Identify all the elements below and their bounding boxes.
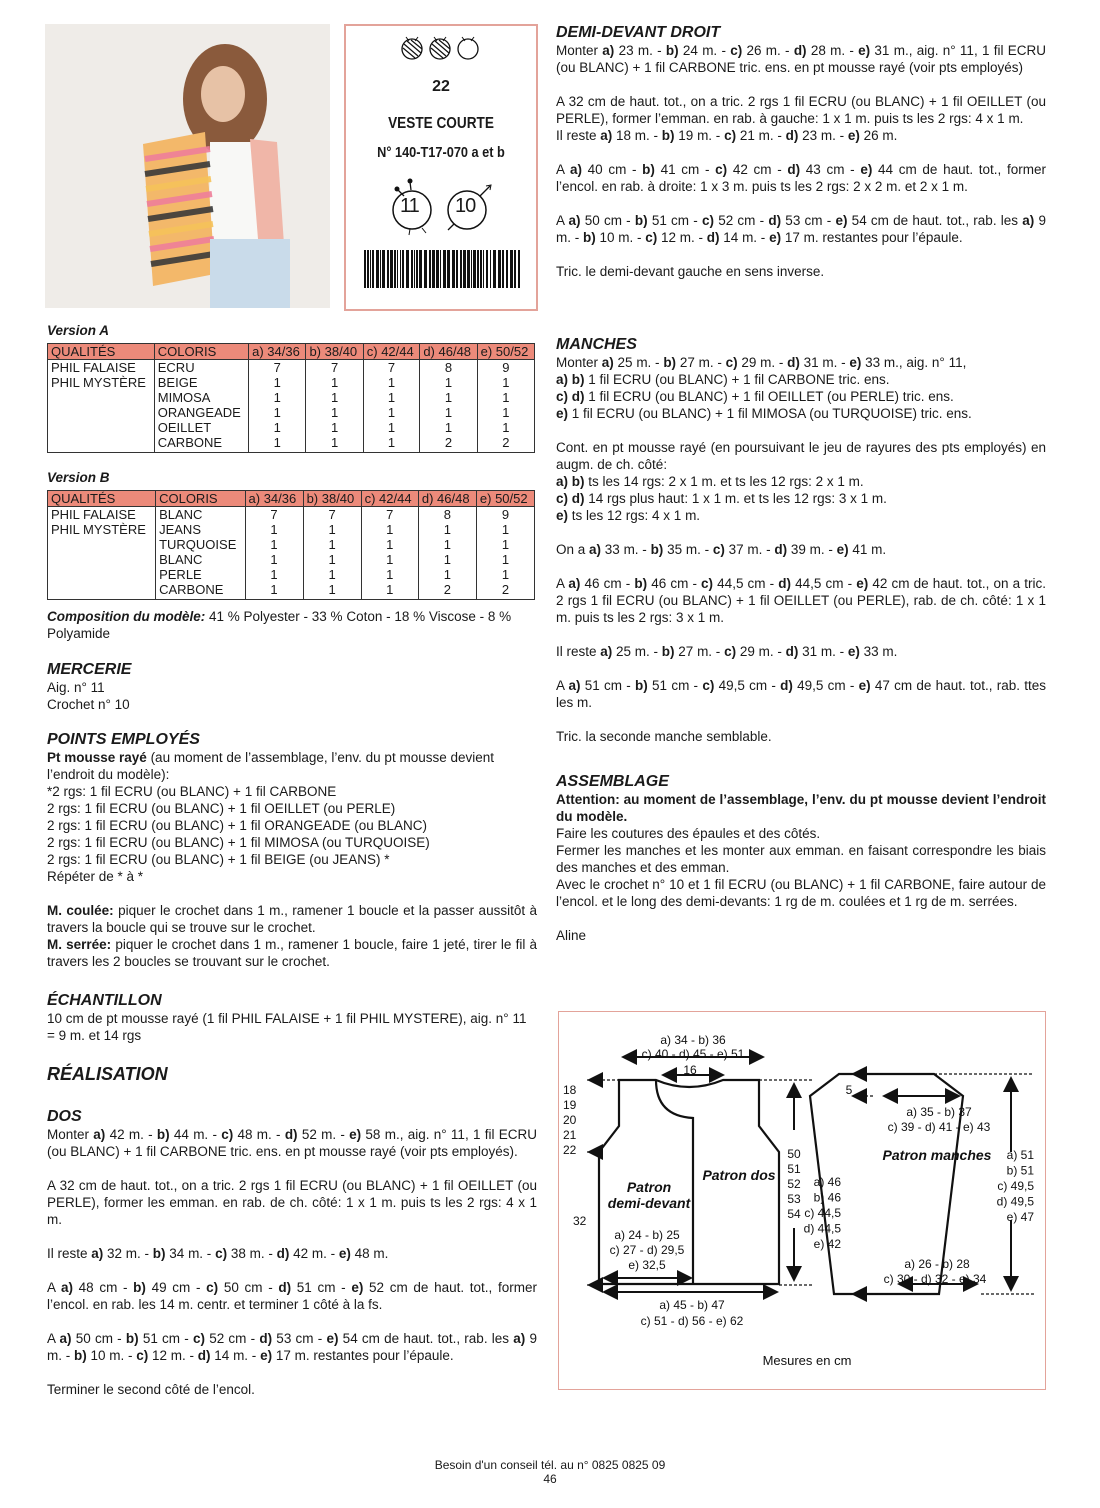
table-row	[48, 390, 535, 405]
quantity-cell: 1	[420, 420, 477, 435]
realisation-section	[47, 1066, 537, 1083]
quantity-cell: 1	[363, 390, 420, 405]
assemblage-heading: ASSEMBLAGE	[556, 773, 669, 790]
mousse-text: (au moment de l’assemblage, l’env. du pt mousse devient l’endroit du modèle):	[47, 750, 494, 782]
sleeve-cap: 5	[845, 1083, 853, 1097]
quantity-cell: 8	[418, 507, 476, 523]
quantity-cell: 1	[420, 375, 477, 390]
mercerie-needles: Aig. n° 11	[47, 680, 105, 695]
stripe-line: 2 rgs: 1 fil ECRU (ou BLANC) + 1 fil ORANGEADE (ou BLANC)	[47, 818, 427, 833]
table-row	[48, 435, 535, 453]
signature: Aline	[556, 928, 587, 943]
quantity-cell: 1	[249, 420, 306, 435]
table-row	[48, 507, 535, 523]
sleeve-bottom-width-1: a) 26 - b) 28	[904, 1257, 970, 1271]
front-label-1: Patron	[626, 1179, 672, 1195]
sleeve-side-height-label: c) 44,5	[804, 1206, 841, 1220]
quantity-cell: 1	[303, 522, 361, 537]
quantity-cell: 1	[418, 552, 476, 567]
armhole-depth-label: 20	[563, 1113, 577, 1127]
color-cell: OEILLET	[154, 420, 248, 435]
table-row	[48, 375, 535, 390]
mercerie-heading: MERCERIE	[47, 661, 132, 678]
quantity-cell: 1	[363, 420, 420, 435]
table-header-cell: a) 34/36	[249, 344, 306, 360]
quantity-cell: 1	[245, 567, 303, 582]
quantity-cell: 1	[477, 375, 534, 390]
table-row	[48, 522, 535, 537]
quantity-cell: 7	[361, 507, 418, 523]
sleeve-side-height-label: e) 42	[813, 1237, 841, 1251]
quantity-cell: 1	[303, 537, 361, 552]
quantity-cell: 2	[420, 435, 477, 453]
crochet-size: 10	[455, 195, 476, 217]
quantity-cell: 1	[477, 420, 534, 435]
body-top-width-2: c) 40 - d) 45 - e) 51	[641, 1047, 745, 1061]
quantity-cell: 1	[303, 567, 361, 582]
points-heading: POINTS EMPLOYÉS	[47, 731, 200, 748]
total-height-labels	[787, 1147, 801, 1221]
dos-paragraph: A a) 50 cm - b) 51 cm - c) 52 cm - d) 53 cm - e) 54 cm de haut. tot., rab. les a) 9 m. - b) 10 m. - c) 12 m. - d) 14 m. - e) 17 m. restantes pour l’épaule.	[47, 1331, 538, 1363]
sleeve-side-height-label: d) 44,5	[803, 1221, 841, 1236]
stripe-line: 2 rgs: 1 fil ECRU (ou BLANC) + 1 fil OEILLET (ou PERLE)	[47, 801, 396, 816]
model-number: 22	[432, 78, 450, 95]
quantity-cell: 1	[249, 435, 306, 453]
table-row	[48, 552, 535, 567]
table-header-cell: e) 50/52	[476, 491, 534, 507]
echantillon-text: 10 cm de pt mousse rayé (1 fil PHIL FALAISE + 1 fil PHIL MYSTERE), aig. n° 11 = 9 m. et 14 rgs	[47, 1011, 527, 1043]
sleeve-total-height-labels	[997, 1148, 1035, 1224]
manches-paragraph: On a a) 33 m. - b) 35 m. - c) 37 m. - d) 39 m. - e) 41 m.	[556, 542, 887, 557]
total-height-label: 53	[787, 1192, 801, 1206]
sleeve-label: Patron manches	[882, 1147, 992, 1163]
quality-cell	[48, 567, 156, 582]
mousse-label: Pt mousse rayé	[47, 750, 147, 765]
sleeve-side-height-label: b) 46	[813, 1190, 841, 1205]
coulee-text: piquer le crochet dans 1 m., ramener 1 boucle et la passer aussitôt à travers la boucle qui se trouve sur le crochet.	[47, 903, 537, 935]
version-b-label: Version B	[47, 470, 110, 485]
quantity-cell: 1	[249, 405, 306, 420]
sleeve-total-height-label: e) 47	[1006, 1210, 1034, 1224]
quantity-cell: 1	[363, 435, 420, 453]
mercerie-section	[47, 661, 537, 713]
yarn-ball-filled-icon	[430, 37, 450, 59]
demi-devant-paragraph: Tric. le demi-devant gauche en sens inverse.	[556, 264, 825, 279]
color-cell: BLANC	[156, 507, 245, 523]
version-b-table	[47, 490, 535, 600]
quantity-cell: 1	[476, 567, 534, 582]
manches-heading: MANCHES	[556, 336, 637, 353]
quantity-cell: 1	[245, 582, 303, 600]
help-line: Besoin d'un conseil tél. au n° 0825 0825 09	[434, 1458, 666, 1472]
quantity-cell: 1	[476, 552, 534, 567]
sleeve-total-height-label: b) 51	[1006, 1163, 1034, 1178]
quality-cell	[48, 552, 156, 567]
manches-paragraph: A a) 51 cm - b) 51 cm - c) 49,5 cm - d) 49,5 cm - e) 47 cm de haut. tot., rab. ttes les m.	[556, 678, 1046, 710]
table-row	[48, 537, 535, 552]
side-height: 32	[573, 1214, 587, 1228]
front-label-2: demi-devant	[607, 1195, 691, 1211]
table-row	[48, 360, 535, 376]
manches-paragraph: Cont. en pt mousse rayé (en poursuivant le jeu de rayures des pts employés) en augm. de ch. côté: a) b) ts les 14 rgs: 2 x 1 m. et ts les 12 rgs: 2 x 1 m. c) d) 14 rgs plus haut: 1 x 1 m. et ts les 12 rgs: 3 x 1 m. e) ts les 12 rgs: 4 x 1 m.	[556, 440, 1046, 523]
quantity-cell: 1	[306, 390, 363, 405]
quantity-cell: 1	[420, 390, 477, 405]
front-width-2: c) 27 - d) 29,5	[609, 1243, 685, 1257]
color-cell: ORANGEADE	[154, 405, 248, 420]
quantity-cell: 1	[306, 435, 363, 453]
armhole-depth-label: 21	[563, 1128, 577, 1142]
quality-cell	[48, 582, 156, 600]
quantity-cell: 1	[249, 390, 306, 405]
table-row	[48, 405, 535, 420]
dos-paragraph: Monter a) 42 m. - b) 44 m. - c) 48 m. - d) 52 m. - e) 58 m., aig. n° 11, 1 fil ECRU (ou BLANC) + 1 fil CARBONE tric. ens. en pt mousse rayé (voir pts employés).	[47, 1127, 537, 1159]
quality-cell: PHIL FALAISE	[48, 360, 155, 376]
quantity-cell: 1	[418, 567, 476, 582]
color-cell: BEIGE	[154, 375, 248, 390]
quantity-cell: 1	[418, 537, 476, 552]
difficulty-rating	[398, 34, 486, 64]
coulee-label: M. coulée:	[47, 903, 114, 918]
quantity-cell: 7	[303, 507, 361, 523]
color-cell: CARBONE	[154, 435, 248, 453]
stripe-line: Répéter de * à *	[47, 869, 144, 884]
quantity-cell: 2	[418, 582, 476, 600]
table-header-cell: c) 42/44	[363, 344, 420, 360]
sleeve-side-height-label: a) 46	[813, 1175, 841, 1189]
yarn-ball-empty-icon	[458, 37, 478, 59]
dos-paragraph: Terminer le second côté de l’encol.	[47, 1382, 255, 1397]
realisation-heading: RÉALISATION	[47, 1064, 168, 1084]
table-header-cell: e) 50/52	[477, 344, 534, 360]
page-number: 46	[543, 1472, 557, 1486]
assemblage-line: Fermer les manches et les monter aux emman. en faisant correspondre les biais des manches et des emman.	[556, 843, 1046, 875]
color-cell: PERLE	[156, 567, 245, 582]
model-illustration	[45, 24, 330, 308]
demi-devant-paragraph: A a) 40 cm - b) 41 cm - c) 42 cm - d) 43 cm - e) 44 cm de haut. tot., former l’encol. en rab. à droite: 1 x 3 m. puis ts les 2 rgs: 2 x 2 m. et 2 x 1 m.	[556, 162, 1046, 194]
serree-label: M. serrée:	[47, 937, 112, 952]
table-row	[48, 420, 535, 435]
front-width-3: e) 32,5	[628, 1258, 666, 1272]
quantity-cell: 1	[361, 537, 418, 552]
stripe-line: 2 rgs: 1 fil ECRU (ou BLANC) + 1 fil BEIGE (ou JEANS) *	[47, 852, 390, 867]
yarn-ball-filled-icon	[402, 37, 422, 59]
quantity-cell: 1	[477, 405, 534, 420]
quality-cell	[48, 405, 155, 420]
back-label: Patron dos	[702, 1167, 776, 1183]
table-row	[48, 567, 535, 582]
table-header-cell: COLORIS	[156, 491, 245, 507]
quantity-cell: 1	[363, 375, 420, 390]
table-row	[48, 582, 535, 600]
quality-cell: PHIL FALAISE	[48, 507, 156, 523]
manches-paragraph: Il reste a) 25 m. - b) 27 m. - c) 29 m. - d) 31 m. - e) 33 m.	[556, 644, 898, 659]
stripe-line: 2 rgs: 1 fil ECRU (ou BLANC) + 1 fil MIMOSA (ou TURQUOISE)	[47, 835, 430, 850]
serree-text: piquer le crochet dans 1 m., ramener 1 boucle, faire 1 jeté, tirer le fil à travers les 2 boucles se trouvant sur le crochet.	[47, 937, 537, 969]
quantity-cell: 7	[249, 360, 306, 376]
version-a-label: Version A	[47, 323, 110, 338]
quantity-cell: 7	[245, 507, 303, 523]
quality-cell: PHIL MYSTÈRE	[48, 522, 156, 537]
armhole-depth-label: 19	[563, 1098, 577, 1112]
color-cell: CARBONE	[156, 582, 245, 600]
demi-devant-paragraph: A a) 50 cm - b) 51 cm - c) 52 cm - d) 53 cm - e) 54 cm de haut. tot., rab. les a) 9 m. - b) 10 m. - c) 12 m. - d) 14 m. - e) 17 m. restantes pour l’épaule.	[556, 213, 1047, 245]
stripe-line: *2 rgs: 1 fil ECRU (ou BLANC) + 1 fil CARBONE	[47, 784, 337, 799]
quality-cell	[48, 420, 155, 435]
table-header-cell: QUALITÉS	[48, 344, 155, 360]
armhole-depth-labels	[563, 1083, 577, 1157]
armhole-depth-label: 22	[563, 1143, 577, 1157]
total-height-label: 50	[787, 1147, 801, 1161]
quantity-cell: 1	[477, 390, 534, 405]
table-header-cell: b) 38/40	[306, 344, 363, 360]
sleeve-bottom-width-2: c) 30 - d) 32 - e) 34	[883, 1272, 987, 1286]
version-a-table	[47, 343, 535, 453]
quantity-cell: 1	[476, 537, 534, 552]
dos-heading: DOS	[47, 1108, 82, 1125]
quantity-cell: 1	[306, 420, 363, 435]
barcode-icon	[364, 250, 521, 288]
front-width-1: a) 24 - b) 25	[614, 1228, 680, 1242]
quantity-cell: 2	[476, 582, 534, 600]
armhole-depth-label: 18	[563, 1083, 577, 1097]
sleeve-total-height-label: c) 49,5	[997, 1179, 1034, 1193]
quantity-cell: 1	[303, 552, 361, 567]
quantity-cell: 8	[420, 360, 477, 376]
quantity-cell: 9	[477, 360, 534, 376]
quantity-cell: 1	[249, 375, 306, 390]
assemblage-attention: Attention: au moment de l’assemblage, l’env. du pt mousse devient l’endroit du modèle.	[556, 792, 1046, 824]
bottom-width-2: c) 51 - d) 56 - e) 62	[640, 1314, 744, 1328]
total-height-label: 54	[787, 1207, 801, 1221]
echantillon-section	[47, 992, 537, 1044]
quality-cell	[48, 537, 156, 552]
quantity-cell: 1	[418, 522, 476, 537]
quantity-cell: 1	[303, 582, 361, 600]
quantity-cell: 2	[477, 435, 534, 453]
quantity-cell: 1	[245, 552, 303, 567]
quantity-cell: 1	[245, 522, 303, 537]
total-height-label: 52	[787, 1177, 801, 1191]
table-header-cell: c) 42/44	[361, 491, 418, 507]
echantillon-heading: ÉCHANTILLON	[47, 992, 162, 1009]
quantity-cell: 1	[306, 375, 363, 390]
color-cell: ECRU	[154, 360, 248, 376]
units-label: Mesures en cm	[762, 1353, 852, 1368]
table-header-cell: QUALITÉS	[48, 491, 156, 507]
points-section	[47, 731, 537, 970]
sleeve-top-width-1: a) 35 - b) 37	[906, 1105, 972, 1119]
demi-devant-heading: DEMI-DEVANT DROIT	[556, 24, 721, 41]
quantity-cell: 1	[361, 582, 418, 600]
quality-cell: PHIL MYSTÈRE	[48, 375, 155, 390]
footer	[0, 1458, 1100, 1486]
demi-devant-paragraph: Monter a) 23 m. - b) 24 m. - c) 26 m. - d) 28 m. - e) 31 m., aig. n° 11, 1 fil ECRU (ou BLANC) + 1 fil CARBONE tric. ens. en pt mousse rayé (voir pts employés)	[556, 43, 1046, 75]
table-header-cell: a) 34/36	[245, 491, 303, 507]
composition	[47, 608, 537, 642]
model-reference: N° 140-T17-070 a et b	[377, 144, 505, 161]
dos-paragraph: A 32 cm de haut. tot., on a tric. 2 rgs 1 fil ECRU (ou BLANC) + 1 fil OEILLET (ou PERLE), former les emman. en rab. de ch. côté: 1 x 1 m. puis ts les 2 rgs: 4 x 1 m.	[47, 1178, 537, 1227]
quantity-cell: 1	[361, 522, 418, 537]
composition-label: Composition du modèle:	[47, 609, 206, 624]
pattern-info-card	[344, 24, 538, 311]
sleeve-top-width-2: c) 39 - d) 41 - e) 43	[887, 1120, 991, 1134]
tool-sizes	[382, 176, 502, 236]
sleeve-total-height-label: a) 51	[1006, 1148, 1034, 1162]
sleeve-side-height-labels	[804, 1175, 842, 1251]
version-a-section	[47, 322, 537, 453]
quality-cell	[48, 435, 155, 453]
needle-size: 11	[400, 195, 419, 217]
quality-cell	[48, 390, 155, 405]
assemblage-section	[556, 773, 1046, 944]
pattern-schematic	[558, 1011, 1046, 1390]
composition-text: 41 % Polyester - 33 % Coton - 18 % Viscose - 8 % Polyamide	[47, 609, 512, 641]
version-b-section	[47, 469, 537, 600]
dos-section	[47, 1108, 537, 1398]
mercerie-crochet: Crochet n° 10	[47, 697, 130, 712]
color-cell: TURQUOISE	[156, 537, 245, 552]
quantity-cell: 1	[476, 522, 534, 537]
total-height-label: 51	[787, 1162, 801, 1176]
quantity-cell: 9	[476, 507, 534, 523]
sleeve-total-height-label: d) 49,5	[996, 1194, 1034, 1209]
manches-paragraph: Tric. la seconde manche semblable.	[556, 729, 772, 744]
quantity-cell: 1	[361, 567, 418, 582]
quantity-cell: 1	[361, 552, 418, 567]
quantity-cell: 7	[306, 360, 363, 376]
neck-width: 16	[683, 1063, 697, 1077]
color-cell: JEANS	[156, 522, 245, 537]
bottom-width-1: a) 45 - b) 47	[659, 1298, 725, 1312]
model-title: VESTE COURTE	[388, 115, 494, 132]
table-header-cell: d) 46/48	[420, 344, 477, 360]
dos-paragraph: A a) 48 cm - b) 49 cm - c) 50 cm - d) 51 cm - e) 52 cm de haut. tot., former l’encol. en rab. les 14 m. centr. et terminer 1 côté à la fs.	[47, 1280, 537, 1312]
quantity-cell: 7	[363, 360, 420, 376]
color-cell: MIMOSA	[154, 390, 248, 405]
manches-section	[556, 336, 1046, 745]
quantity-cell: 1	[306, 405, 363, 420]
table-header-cell: COLORIS	[154, 344, 248, 360]
table-header-cell: d) 46/48	[418, 491, 476, 507]
assemblage-line: Avec le crochet n° 10 et 1 fil ECRU (ou BLANC) + 1 fil CARBONE, faire autour de l’encol. et le long des demi-devants: 1 rg de m. coulées et 1 rg de m. serrées.	[556, 877, 1046, 909]
assemblage-line: Faire les coutures des épaules et des côtés.	[556, 826, 821, 841]
manches-paragraph: Monter a) 25 m. - b) 27 m. - c) 29 m. - d) 31 m. - e) 33 m., aig. n° 11, a) b) 1 fil ECRU (ou BLANC) + 1 fil CARBONE tric. ens. c) d) 1 fil ECRU (ou BLANC) + 1 fil OEILLET (ou PERLE) tric. ens. e) 1 fil ECRU (ou BLANC) + 1 fil MIMOSA (ou TURQUOISE) tric. ens.	[556, 355, 972, 421]
quantity-cell: 1	[420, 405, 477, 420]
quantity-cell: 1	[245, 537, 303, 552]
table-header-cell: b) 38/40	[303, 491, 361, 507]
dos-paragraph: Il reste a) 32 m. - b) 34 m. - c) 38 m. - d) 42 m. - e) 48 m.	[47, 1246, 389, 1261]
model-photo	[45, 24, 330, 308]
color-cell: BLANC	[156, 552, 245, 567]
body-top-width-1: a) 34 - b) 36	[660, 1033, 726, 1047]
demi-devant-section	[556, 24, 1046, 280]
demi-devant-paragraph: A 32 cm de haut. tot., on a tric. 2 rgs 1 fil ECRU (ou BLANC) + 1 fil OEILLET (ou PERLE), former l’emman. en rab. à gauche: 1 x 1 m. puis ts les 2 rgs: 4 x 1 m. Il reste a) 18 m. - b) 19 m. - c) 21 m. - d) 23 m. - e) 26 m.	[556, 94, 1046, 143]
stripe-sequence	[47, 783, 537, 885]
quantity-cell: 1	[363, 405, 420, 420]
manches-paragraph: A a) 46 cm - b) 46 cm - c) 44,5 cm - d) 44,5 cm - e) 42 cm de haut. tot., on a tric. 2 rgs 1 fil ECRU (ou BLANC) + 1 fil OEILLET (ou PERLE), rab. de ch. côté: 1 x 1 m. puis ts les 2 rgs: 3 x 1 m.	[556, 576, 1046, 625]
